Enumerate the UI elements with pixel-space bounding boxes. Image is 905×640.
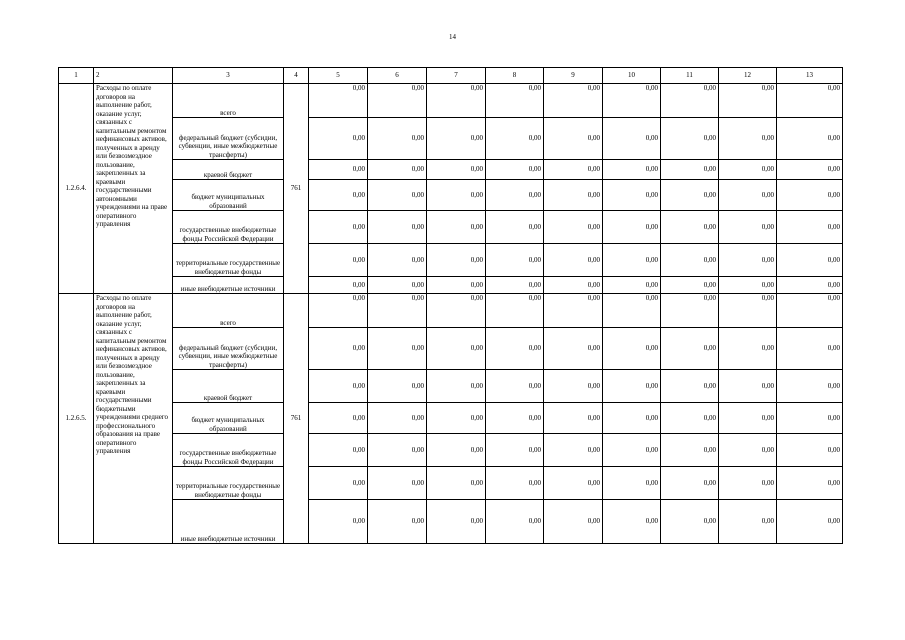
value-cell: 0,00 [368, 370, 427, 403]
value-cell: 0,00 [309, 294, 368, 328]
value-cell: 0,00 [544, 434, 603, 467]
value-cell: 0,00 [719, 160, 777, 180]
value-cell: 0,00 [777, 84, 843, 118]
value-cell: 0,00 [719, 277, 777, 294]
value-cell: 0,00 [544, 294, 603, 328]
kbk-code: 761 [284, 294, 309, 544]
value-cell: 0,00 [427, 244, 486, 277]
table-row [59, 403, 843, 434]
table-row [59, 118, 843, 160]
value-cell: 0,00 [544, 370, 603, 403]
value-cell: 0,00 [603, 467, 661, 500]
value-cell: 0,00 [427, 84, 486, 118]
value-cell: 0,00 [427, 277, 486, 294]
table-row [59, 370, 843, 403]
funding-source: федеральный бюджет (субсидии, субвенции, иные межбюджетные трансферты) [173, 118, 284, 160]
table-row [59, 500, 843, 544]
column-header: 11 [661, 68, 719, 84]
value-cell: 0,00 [368, 467, 427, 500]
value-cell: 0,00 [427, 403, 486, 434]
value-cell: 0,00 [661, 277, 719, 294]
value-cell: 0,00 [309, 277, 368, 294]
value-cell: 0,00 [719, 244, 777, 277]
funding-source: всего [173, 294, 284, 328]
value-cell: 0,00 [661, 403, 719, 434]
value-cell: 0,00 [719, 118, 777, 160]
value-cell: 0,00 [427, 467, 486, 500]
table-row [59, 328, 843, 370]
funding-source: иные внебюджетные источники [173, 500, 284, 544]
value-cell: 0,00 [486, 294, 544, 328]
column-header: 8 [486, 68, 544, 84]
column-header: 10 [603, 68, 661, 84]
table-row [59, 180, 843, 211]
value-cell: 0,00 [603, 434, 661, 467]
value-cell: 0,00 [603, 211, 661, 244]
value-cell: 0,00 [661, 84, 719, 118]
value-cell: 0,00 [486, 118, 544, 160]
value-cell: 0,00 [777, 277, 843, 294]
value-cell: 0,00 [368, 160, 427, 180]
funding-source: краевой бюджет [173, 160, 284, 180]
column-header: 13 [777, 68, 843, 84]
value-cell: 0,00 [777, 328, 843, 370]
value-cell: 0,00 [486, 277, 544, 294]
column-header: 5 [309, 68, 368, 84]
funding-source: бюджет муниципальных образований [173, 403, 284, 434]
value-cell: 0,00 [603, 244, 661, 277]
value-cell: 0,00 [309, 84, 368, 118]
table-row [59, 434, 843, 467]
value-cell: 0,00 [777, 500, 843, 544]
value-cell: 0,00 [486, 84, 544, 118]
value-cell: 0,00 [603, 370, 661, 403]
value-cell: 0,00 [368, 328, 427, 370]
value-cell: 0,00 [368, 180, 427, 211]
column-header: 7 [427, 68, 486, 84]
value-cell: 0,00 [368, 118, 427, 160]
value-cell: 0,00 [368, 294, 427, 328]
value-cell: 0,00 [486, 244, 544, 277]
value-cell: 0,00 [719, 294, 777, 328]
value-cell: 0,00 [777, 294, 843, 328]
value-cell: 0,00 [486, 328, 544, 370]
value-cell: 0,00 [777, 118, 843, 160]
value-cell: 0,00 [486, 211, 544, 244]
funding-source: территориальные государственные внебюджетные фонды [173, 244, 284, 277]
value-cell: 0,00 [368, 434, 427, 467]
value-cell: 0,00 [309, 160, 368, 180]
table-row [59, 244, 843, 277]
value-cell: 0,00 [309, 180, 368, 211]
value-cell: 0,00 [603, 277, 661, 294]
value-cell: 0,00 [427, 370, 486, 403]
header-row [59, 68, 843, 84]
value-cell: 0,00 [486, 500, 544, 544]
column-header: 6 [368, 68, 427, 84]
value-cell: 0,00 [486, 180, 544, 211]
value-cell: 0,00 [661, 294, 719, 328]
value-cell: 0,00 [544, 244, 603, 277]
column-header: 1 [59, 68, 94, 84]
funding-source: территориальные государственные внебюджетные фонды [173, 467, 284, 500]
value-cell: 0,00 [777, 403, 843, 434]
expense-description: Расходы по оплате договоров на выполнение работ, оказание услуг, связанных с капитальным ремонтом нефинансовых активов, полученных в аренду или безвозмездное пользование, закрепленных за краевыми государственными автономными учреждениями на праве оперативного управления [94, 84, 173, 294]
value-cell: 0,00 [719, 370, 777, 403]
value-cell: 0,00 [719, 84, 777, 118]
table-row [59, 211, 843, 244]
value-cell: 0,00 [719, 467, 777, 500]
value-cell: 0,00 [309, 118, 368, 160]
value-cell: 0,00 [427, 500, 486, 544]
value-cell: 0,00 [661, 328, 719, 370]
budget-table [58, 67, 843, 544]
value-cell: 0,00 [603, 180, 661, 211]
column-header: 2 [94, 68, 173, 84]
column-header: 3 [173, 68, 284, 84]
value-cell: 0,00 [777, 370, 843, 403]
value-cell: 0,00 [661, 370, 719, 403]
value-cell: 0,00 [661, 160, 719, 180]
value-cell: 0,00 [427, 180, 486, 211]
value-cell: 0,00 [368, 84, 427, 118]
value-cell: 0,00 [661, 244, 719, 277]
value-cell: 0,00 [544, 160, 603, 180]
value-cell: 0,00 [427, 434, 486, 467]
table-row [59, 294, 843, 328]
expense-description: Расходы по оплате договоров на выполнение работ, оказание услуг, связанных с капитальным ремонтом нефинансовых активов, полученных в аренду или безвозмездное пользование, закрепленных за краевыми государственными бюджетными учреждениями среднего профессионального образования на праве оперативного управления [94, 294, 173, 544]
value-cell: 0,00 [603, 84, 661, 118]
value-cell: 0,00 [544, 500, 603, 544]
value-cell: 0,00 [544, 118, 603, 160]
value-cell: 0,00 [309, 328, 368, 370]
table-row [59, 467, 843, 500]
value-cell: 0,00 [368, 244, 427, 277]
value-cell: 0,00 [544, 403, 603, 434]
value-cell: 0,00 [309, 434, 368, 467]
table-row [59, 277, 843, 294]
value-cell: 0,00 [368, 403, 427, 434]
value-cell: 0,00 [661, 434, 719, 467]
value-cell: 0,00 [661, 180, 719, 211]
column-header: 9 [544, 68, 603, 84]
value-cell: 0,00 [603, 500, 661, 544]
value-cell: 0,00 [777, 434, 843, 467]
value-cell: 0,00 [427, 160, 486, 180]
funding-source: иные внебюджетные источники [173, 277, 284, 294]
funding-source: федеральный бюджет (субсидии, субвенции, иные межбюджетные трансферты) [173, 328, 284, 370]
value-cell: 0,00 [427, 328, 486, 370]
value-cell: 0,00 [309, 467, 368, 500]
value-cell: 0,00 [427, 211, 486, 244]
value-cell: 0,00 [544, 84, 603, 118]
value-cell: 0,00 [661, 467, 719, 500]
value-cell: 0,00 [661, 211, 719, 244]
value-cell: 0,00 [719, 211, 777, 244]
column-header: 4 [284, 68, 309, 84]
value-cell: 0,00 [368, 211, 427, 244]
value-cell: 0,00 [486, 403, 544, 434]
value-cell: 0,00 [719, 403, 777, 434]
value-cell: 0,00 [309, 403, 368, 434]
value-cell: 0,00 [603, 328, 661, 370]
value-cell: 0,00 [719, 180, 777, 211]
value-cell: 0,00 [544, 467, 603, 500]
funding-source: бюджет муниципальных образований [173, 180, 284, 211]
value-cell: 0,00 [544, 180, 603, 211]
value-cell: 0,00 [603, 403, 661, 434]
value-cell: 0,00 [486, 160, 544, 180]
value-cell: 0,00 [544, 211, 603, 244]
funding-source: государственные внебюджетные фонды Российской Федерации [173, 434, 284, 467]
value-cell: 0,00 [486, 370, 544, 403]
value-cell: 0,00 [309, 500, 368, 544]
value-cell: 0,00 [368, 500, 427, 544]
value-cell: 0,00 [719, 328, 777, 370]
value-cell: 0,00 [486, 467, 544, 500]
funding-source: государственные внебюджетные фонды Российской Федерации [173, 211, 284, 244]
value-cell: 0,00 [427, 294, 486, 328]
table-row [59, 84, 843, 118]
column-header: 12 [719, 68, 777, 84]
table-row [59, 160, 843, 180]
value-cell: 0,00 [309, 244, 368, 277]
value-cell: 0,00 [661, 500, 719, 544]
value-cell: 0,00 [719, 434, 777, 467]
value-cell: 0,00 [309, 370, 368, 403]
row-code: 1.2.6.5. [59, 294, 94, 544]
value-cell: 0,00 [603, 160, 661, 180]
value-cell: 0,00 [603, 118, 661, 160]
value-cell: 0,00 [544, 277, 603, 294]
value-cell: 0,00 [544, 328, 603, 370]
row-code: 1.2.6.4. [59, 84, 94, 294]
value-cell: 0,00 [777, 467, 843, 500]
value-cell: 0,00 [661, 118, 719, 160]
value-cell: 0,00 [777, 211, 843, 244]
funding-source: всего [173, 84, 284, 118]
value-cell: 0,00 [603, 294, 661, 328]
value-cell: 0,00 [719, 500, 777, 544]
value-cell: 0,00 [309, 211, 368, 244]
funding-source: краевой бюджет [173, 370, 284, 403]
value-cell: 0,00 [427, 118, 486, 160]
value-cell: 0,00 [486, 434, 544, 467]
value-cell: 0,00 [777, 180, 843, 211]
kbk-code: 761 [284, 84, 309, 294]
value-cell: 0,00 [777, 160, 843, 180]
value-cell: 0,00 [777, 244, 843, 277]
page-number: 14 [449, 33, 456, 41]
value-cell: 0,00 [368, 277, 427, 294]
